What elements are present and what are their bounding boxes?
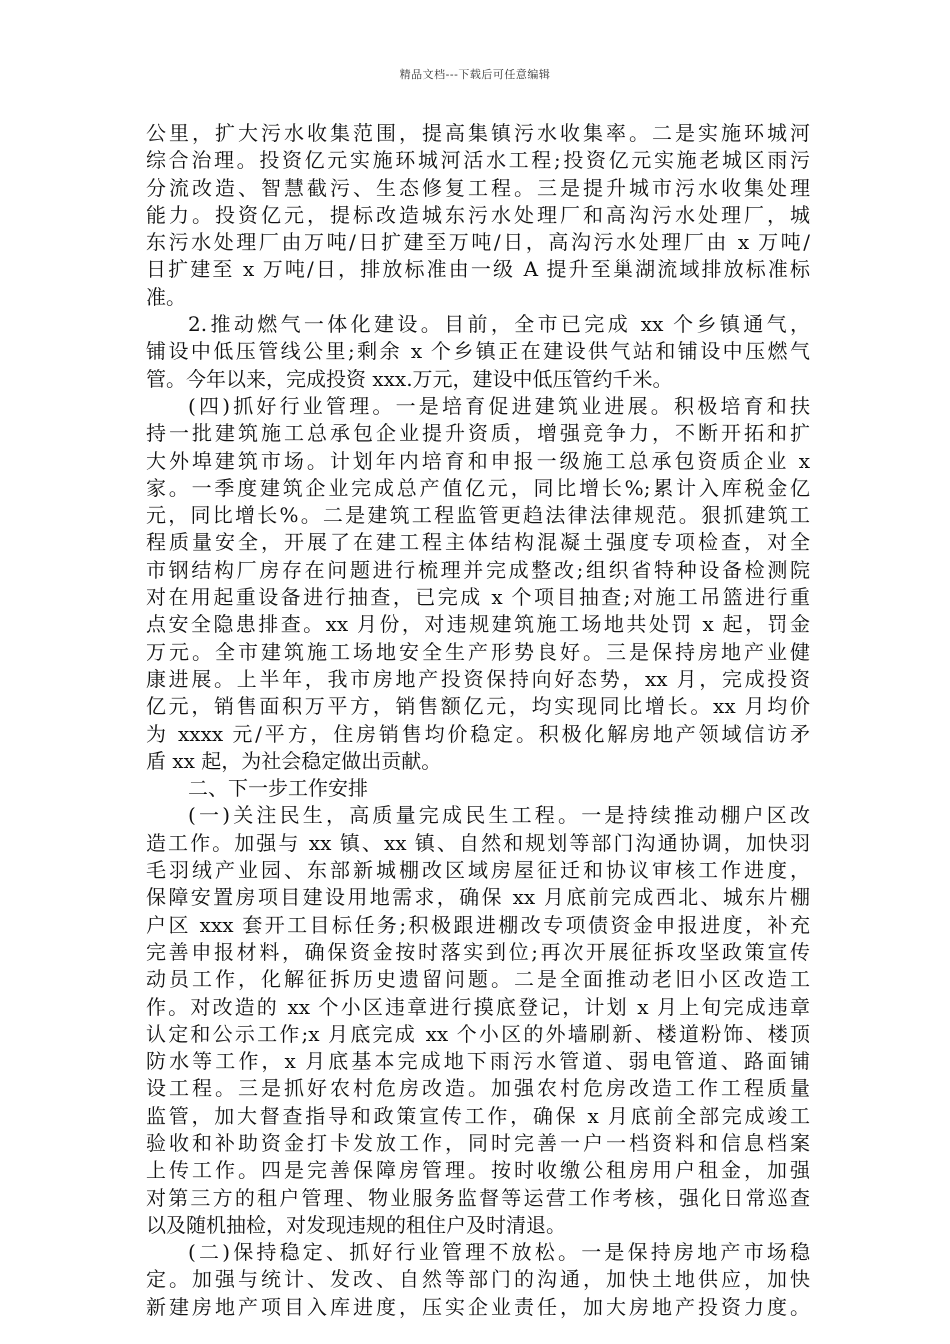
text-line: 作。对改造的 xx 个小区违章进行摸底登记，计划 x 月上旬完成违章 [146,994,810,1019]
text-line: 万元。全市建筑施工场地安全生产形势良好。三是保持房地产业健 [146,639,810,664]
text-line: 准。 [146,284,186,309]
text-line: 以及随机抽检，对发现违规的租住户及时清退。 [146,1212,566,1237]
text-line: 市钢结构厂房存在问题进行梳理并完成整改;组织省特种设备检测院 [146,557,810,582]
text-line: 认定和公示工作;x 月底完成 xx 个小区的外墙刷新、楼道粉饰、楼顶 [146,1021,810,1046]
text-line: (一)关注民生，高质量完成民生工程。一是持续推动棚户区改 [188,803,810,828]
text-line: 毛羽绒产业园、东部新城棚改区域房屋征迁和协议审核工作进度， [146,858,810,883]
text-line: 能力。投资亿元，提标改造城东污水处理厂和高沟污水处理厂，城 [146,202,810,227]
text-line: 日扩建至 x 万吨/日，排放标准由一级 A 提升至巢湖流域排放标准标 [146,257,810,282]
text-line: 综合治理。投资亿元实施环城河活水工程;投资亿元实施老城区雨污 [146,148,810,173]
text-line: 对在用起重设备进行抽查，已完成 x 个项目抽查;对施工吊篮进行重 [146,585,810,610]
text-line: 大外埠建筑市场。计划年内培育和申报一级施工总承包资质企业 x [146,448,810,473]
text-line: 二、下一步工作安排 [188,776,368,801]
text-line: 设工程。三是抓好农村危房改造。加强农村危房改造工作工程质量 [146,1076,810,1101]
document-body [146,120,810,1321]
text-line: 家。一季度建筑企业完成总产值亿元，同比增长%;累计入库税金亿 [146,475,810,500]
text-line: 保障安置房项目建设用地需求，确保 xx 月底前完成西北、城东片棚 [146,885,810,910]
text-line: 公里，扩大污水收集范围，提高集镇污水收集率。二是实施环城河 [146,121,810,145]
text-line: 分流改造、智慧截污、生态修复工程。三是提升城市污水收集处理 [146,175,810,200]
text-line: 造工作。加强与 xx 镇、xx 镇、自然和规划等部门沟通协调，加快羽 [146,830,810,855]
text-line: 完善申报材料，确保资金按时落实到位;再次开展征拆攻坚政策宣传 [146,939,810,964]
text-line: 持一批建筑施工总承包企业提升资质，增强竞争力，不断开拓和扩 [146,421,810,446]
text-line: 为 xxxx 元/平方，住房销售均价稳定。积极化解房地产领域信访矛 [146,721,810,746]
text-line: 点安全隐患排查。xx 月份，对违规建筑施工场地共处罚 x 起，罚金 [146,612,810,637]
text-line: 程质量安全，开展了在建工程主体结构混凝土强度专项检查，对全 [146,530,810,555]
text-line: 康进展。上半年，我市房地产投资保持向好态势，xx 月，完成投资 [146,666,810,691]
page-header: 精品文档---下载后可任意编辑 [399,68,551,81]
text-line: (四)抓好行业管理。一是培育促进建筑业进展。积极培育和扶 [188,393,810,418]
text-line: 东污水处理厂由万吨/日扩建至万吨/日，高沟污水处理厂由 x 万吨/ [146,230,810,255]
text-line: 元，同比增长%。二是建筑工程监管更趋法律法律规范。狠抓建筑工 [146,503,810,528]
text-line: 新建房地产项目入库进度，压实企业责任，加大房地产投资力度。 [146,1294,810,1319]
text-line: 2.推动燃气一体化建设。目前，全市已完成 xx 个乡镇通气， [188,312,810,337]
text-line: (二)保持稳定、抓好行业管理不放松。一是保持房地产市场稳 [188,1240,810,1265]
text-line: 盾 xx 起，为社会稳定做出贡献。 [146,748,442,773]
text-line: 定。加强与统计、发改、自然等部门的沟通，加快土地供应，加快 [146,1267,810,1292]
text-line: 动员工作，化解征拆历史遗留问题。二是全面推动老旧小区改造工 [146,967,810,992]
text-line: 管。今年以来，完成投资 xxx.万元，建设中低压管约千米。 [146,366,673,391]
text-line: 监管，加大督查指导和政策宣传工作，确保 x 月底前全部完成竣工 [146,1103,810,1128]
text-line: 对第三方的租户管理、物业服务监督等运营工作考核，强化日常巡查 [146,1185,810,1210]
text-line: 铺设中低压管线公里;剩余 x 个乡镇正在建设供气站和铺设中压燃气 [146,339,810,364]
text-line: 上传工作。四是完善保障房管理。按时收缴公租房用户租金，加强 [146,1158,810,1183]
text-line: 户区 xxx 套开工目标任务;积极跟进棚改专项债资金申报进度，补充 [146,912,810,937]
text-line: 防水等工作，x 月底基本完成地下雨污水管道、弱电管道、路面铺 [146,1049,810,1074]
text-line: 验收和补助资金打卡发放工作，同时完善一户一档资料和信息档案 [146,1130,810,1155]
text-line: 亿元，销售面积万平方，销售额亿元，均实现同比增长。xx 月均价 [146,694,810,719]
